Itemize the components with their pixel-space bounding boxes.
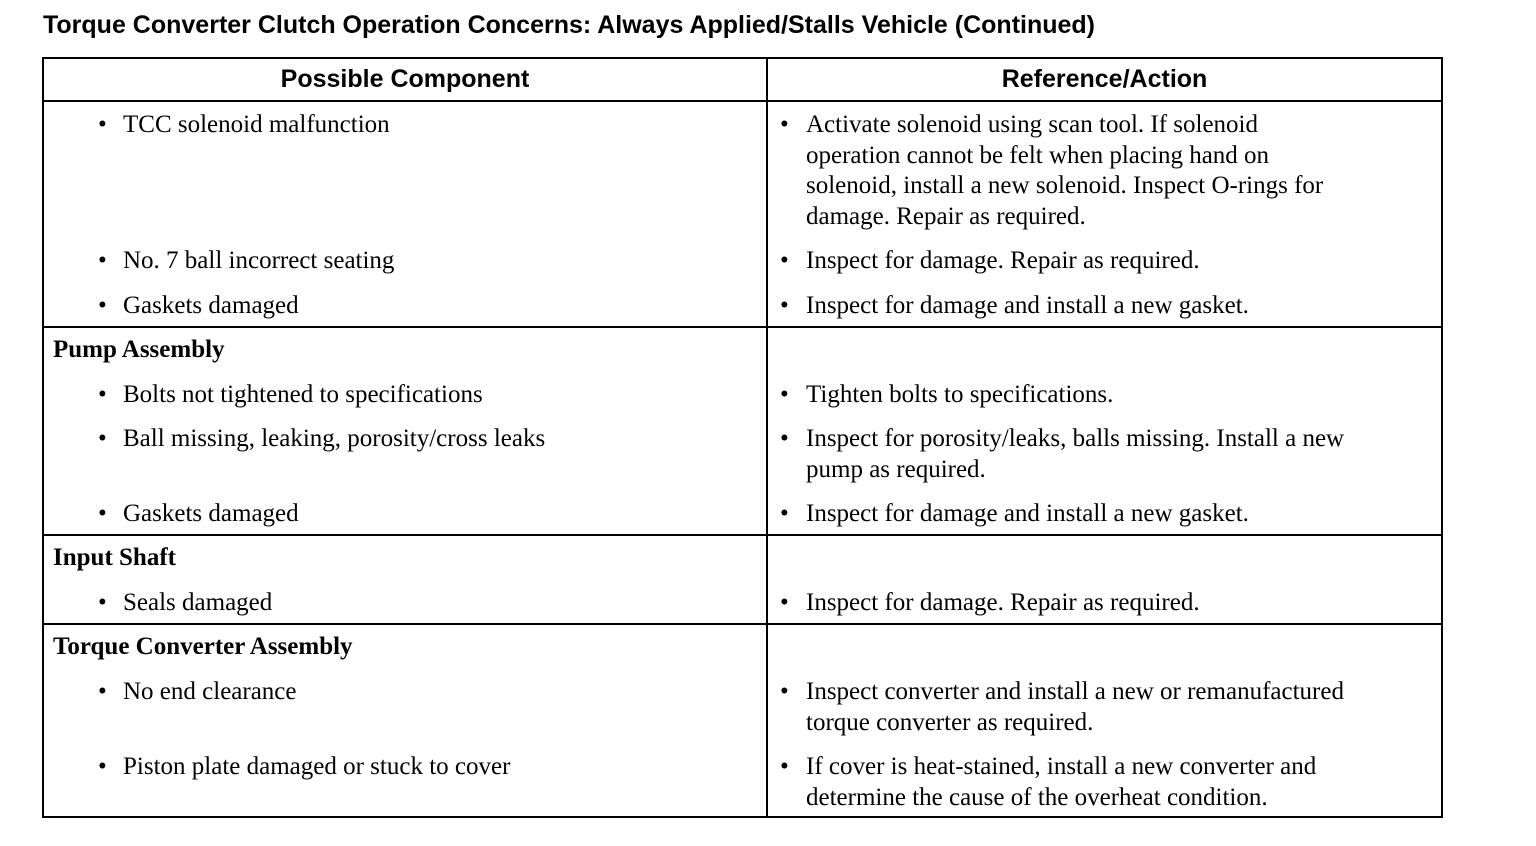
bullet: • xyxy=(98,111,107,138)
action-cell-line: torque converter as required. xyxy=(806,708,1094,736)
bullet: • xyxy=(98,678,107,705)
column-divider xyxy=(766,59,768,816)
component-cell: Bolts not tightened to specifications xyxy=(123,381,483,408)
group-divider xyxy=(44,326,1441,328)
action-cell-line: solenoid, install a new solenoid. Inspect O-rings for xyxy=(806,172,1324,199)
component-cell: Gaskets damaged xyxy=(123,500,299,527)
bullet: • xyxy=(780,292,789,319)
action-cell-line: Inspect for damage. Repair as required. xyxy=(806,589,1200,616)
page-title: Torque Converter Clutch Operation Concerns: Always Applied/Stalls Vehicle (Continued) xyxy=(43,11,1096,39)
bullet: • xyxy=(98,292,107,319)
component-cell: Piston plate damaged or stuck to cover xyxy=(123,753,511,780)
bullet: • xyxy=(98,753,107,780)
action-cell-line: operation cannot be felt when placing hand on xyxy=(806,141,1270,169)
action-cell-line: damage. Repair as required. xyxy=(806,202,1086,230)
action-cell-line: Inspect for damage and install a new gasket. xyxy=(806,500,1249,527)
action-cell-line: If cover is heat-stained, install a new converter and xyxy=(806,753,1317,780)
action-cell-line: pump as required. xyxy=(806,455,986,483)
column-header-component: Possible Component xyxy=(280,65,530,93)
bullet: • xyxy=(780,381,789,408)
action-cell-line: Activate solenoid using scan tool. If solenoid xyxy=(806,111,1259,138)
group-divider xyxy=(44,534,1441,536)
bullet: • xyxy=(98,500,107,527)
group-divider xyxy=(44,623,1441,625)
group-heading: Input Shaft xyxy=(53,544,176,571)
group-heading: Pump Assembly xyxy=(53,336,225,363)
troubleshooting-table xyxy=(42,57,1443,818)
component-cell: Ball missing, leaking, porosity/cross leaks xyxy=(123,425,546,452)
bullet: • xyxy=(780,500,789,527)
bullet: • xyxy=(780,678,789,705)
action-cell-line: Inspect converter and install a new or remanufactured xyxy=(806,678,1344,705)
bullet: • xyxy=(98,425,107,452)
group-heading: Torque Converter Assembly xyxy=(53,633,353,660)
column-header-action: Reference/Action xyxy=(1001,65,1208,93)
action-cell-line: determine the cause of the overheat condition. xyxy=(806,783,1268,811)
action-cell-line: Inspect for porosity/leaks, balls missing. Install a new xyxy=(806,425,1345,452)
action-cell-line: Tighten bolts to specifications. xyxy=(806,381,1114,408)
header-divider xyxy=(44,100,1441,102)
component-cell: Seals damaged xyxy=(123,589,273,616)
bullet: • xyxy=(780,425,789,452)
component-cell: No end clearance xyxy=(123,678,297,705)
bullet: • xyxy=(98,247,107,274)
component-cell: No. 7 ball incorrect seating xyxy=(123,247,395,274)
bullet: • xyxy=(98,381,107,408)
bullet: • xyxy=(780,247,789,274)
bullet: • xyxy=(780,753,789,780)
component-cell: TCC solenoid malfunction xyxy=(123,111,390,138)
bullet: • xyxy=(780,589,789,616)
bullet: • xyxy=(780,111,789,138)
action-cell-line: Inspect for damage and install a new gasket. xyxy=(806,292,1249,319)
action-cell-line: Inspect for damage. Repair as required. xyxy=(806,247,1200,274)
component-cell: Gaskets damaged xyxy=(123,292,299,319)
bullet: • xyxy=(98,589,107,616)
